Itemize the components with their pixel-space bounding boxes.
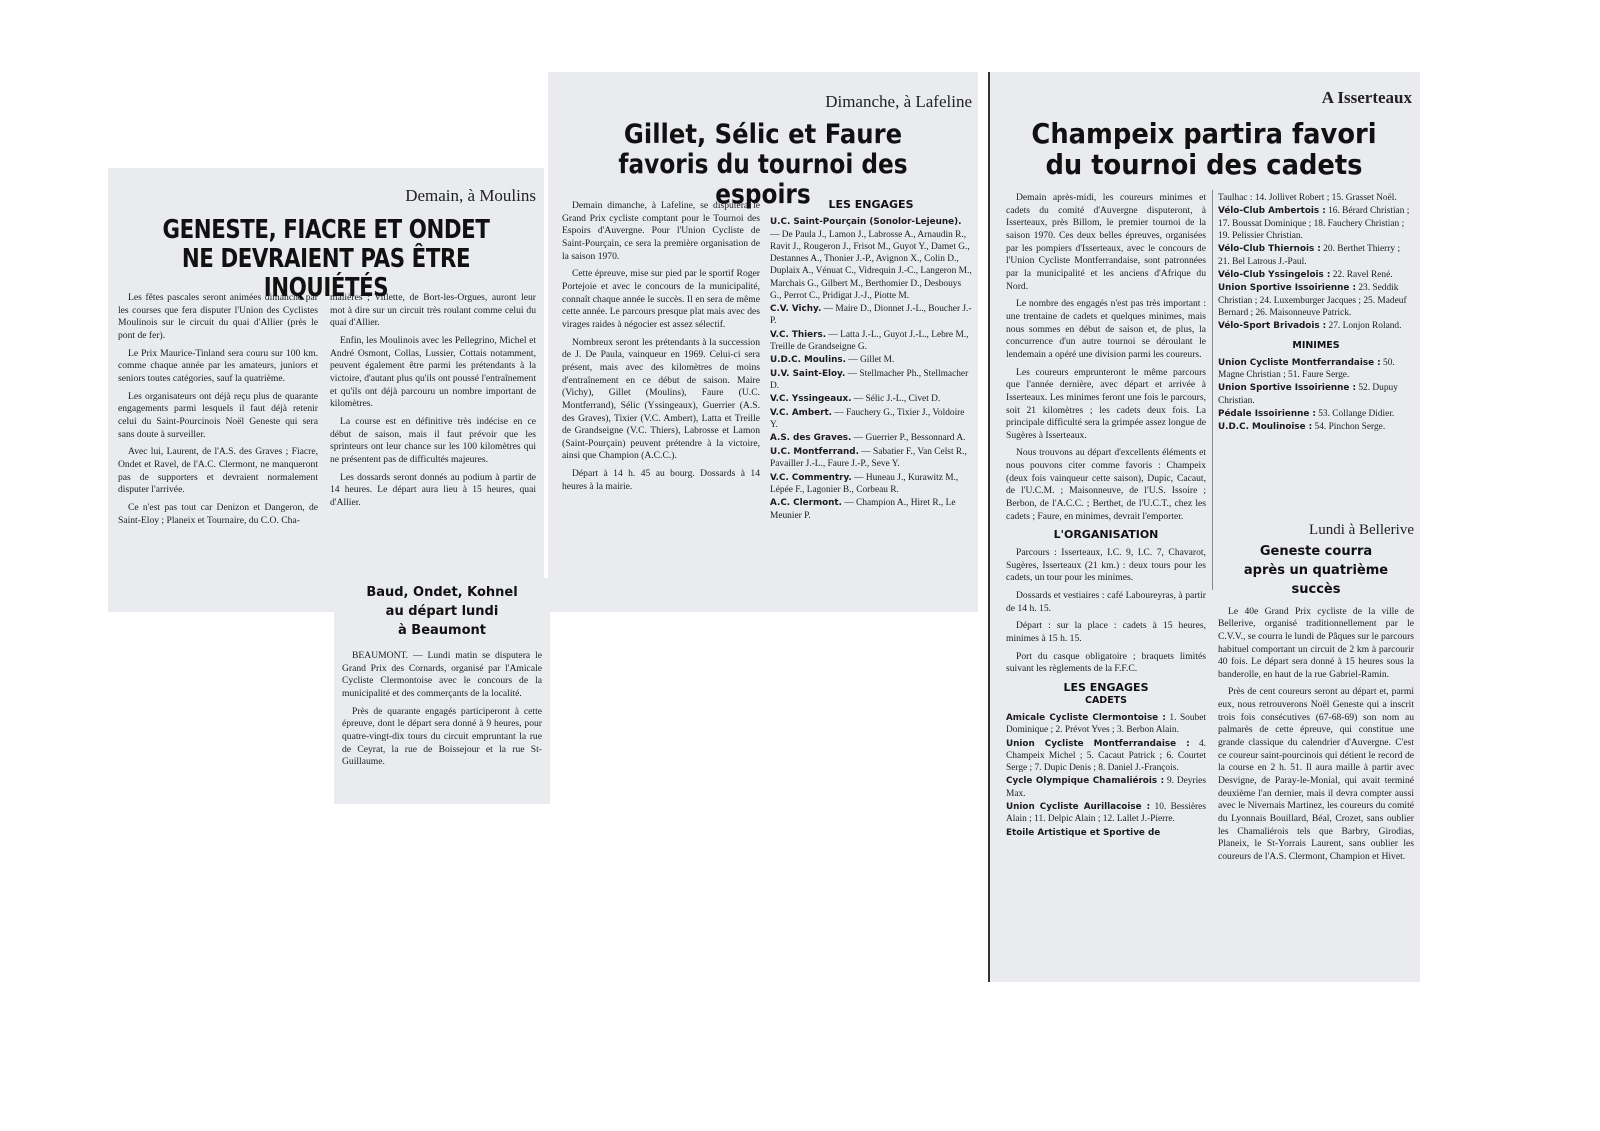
- moulins-col-1: [118, 292, 318, 610]
- list-item: [770, 446, 972, 471]
- headline-line: NE DEVRAIENT PAS ÊTRE INQUIÉTÉS: [181, 244, 471, 304]
- rider-names: 10. Bessières Alain ; 11. Delpic Alain ; 12. Lallet J.-Pierre.: [1006, 802, 1206, 825]
- club-name: Union Cycliste Montferrandaise :: [1218, 357, 1381, 368]
- club-name: V.C. Ambert.: [770, 407, 832, 418]
- club-name: Vélo-Club Yssingelois :: [1218, 269, 1331, 280]
- list-item: [1218, 243, 1414, 268]
- paragraph: Départ : sur la place : cadets à 15 heures, minimes à 15 h. 15.: [1006, 620, 1206, 644]
- list-item: [770, 368, 972, 393]
- clipping-beaumont: [334, 578, 550, 804]
- beaumont-body: [342, 650, 542, 800]
- rider-names: — Huneau J., Kurawitz M., Lépée F., Lagonier B., Corbeau R.: [770, 472, 959, 495]
- kicker-lafeline: Dimanche, à Lafeline: [825, 92, 972, 111]
- club-name: V.C. Thiers.: [770, 329, 827, 340]
- club-name: U.C. Saint-Pourçain (Sonolor-Lejeune).: [770, 217, 962, 228]
- list-item: [770, 354, 972, 366]
- paragraph: Nombreux seront les prétendants à la succession de J. De Paula, vainqueur en 1969. Celui-ci sera présent, mais avec des kilomètres de moins d'entraînement en ce début de saison. Maire (Vichy), Gillet (Moulins), Faure (U.C. Montferrand), Sélic (Yssingeaux), Guerrier (A.S. des Graves), Tixier (V.C. Ambert), Latta et Treille de Grandseigne (V.C. Thiers), Labrosse et Lamon (Saint-Pourçain) peuvent prétendre à la victoire, ainsi que Champion (A.C.C.).: [562, 336, 760, 462]
- paragraph: Près de cent coureurs seront au départ et, parmi eux, nous retrouverons Noël Geneste qui a inscrit trois fois consécutives (67-68-69) son nom au palmarès de cette épreuve, qui constitue une grande classique du calendrier d'Auvergne. C'est ce coureur saint-pourcinois qui détient le record de la course en 2 h. 51. Il aura maille à partir avec Desvigne, de Paray-le-Monial, qui avait terminé deuxième l'an dernier, mais il devra compter aussi avec le Nivernais Martinez, les coureurs du comité du Lyonnais Bouillard, Béal, Crozet, sans oublier les Chamaliérois tels que Barbry, Girodias, Planeix, le St-Yorrais Laurent, sans oublier les coureurs de l'A.S. Clermont, Champion et Hivet.: [1218, 686, 1414, 862]
- list-item: [1218, 320, 1414, 332]
- list-item: [1006, 738, 1206, 775]
- rider-names: — Champion A., Hiret R., Le Meunier P.: [770, 498, 956, 521]
- list-item: [1218, 382, 1414, 407]
- minimes-list: [1218, 357, 1414, 434]
- club-name: U.D.C. Moulins.: [770, 355, 846, 366]
- headline-line: Champeix partira favori: [1031, 117, 1377, 150]
- list-item: [770, 432, 972, 444]
- headline-moulins: [114, 216, 538, 303]
- list-item: [1218, 282, 1414, 319]
- club-name: V.C. Commentry.: [770, 472, 852, 483]
- paragraph: Demain après-midi, les coureurs minimes et cadets du comité d'Auvergne disputeront, à Isserteaux, près Billom, le premier tournoi de la saison 1970. Ces deux belles épreuves, organisées par les pompiers d'Isserteaux, avec le concours de l'Union Cycliste Montferrandaise, sont patronnées par la municipalité et les anciens d'Afrique du Nord.: [1006, 192, 1206, 292]
- rider-names: 22. Ravel René.: [1332, 269, 1393, 280]
- rider-names: 23. Seddik Christian ; 24. Luxemburger Jacques ; 25. Madeuf Bernard ; 26. Maisonneuve Patrick.: [1218, 283, 1407, 318]
- lafeline-engages: [770, 198, 972, 610]
- club-name: Vélo-Club Ambertois :: [1218, 206, 1326, 217]
- headline-bellerive: [1218, 543, 1414, 600]
- cadets-list: [1006, 712, 1206, 839]
- rider-names: 54. Pinchon Serge.: [1314, 422, 1386, 433]
- list-item: [1218, 205, 1414, 242]
- rider-names: — De Paula J., Lamon J., Labrosse A., Arnaudin R., Ravit J., Rougeron J., Frisot M., Guyot Y., Damet G., Destannes A., Thonier J.-P., Avignon X., Colin D., Duplaix A., Vénuat C., Vidrequin J.-C., Langeron M., Marchais G., Gilbert M., Berthomier D., Desbouys G., Perrot C., Pridigat J.-J., Piotte M.: [770, 229, 972, 301]
- list-item: [770, 329, 972, 354]
- club-name: A.S. des Graves.: [770, 433, 852, 444]
- paragraph: Le Prix Maurice-Tinland sera couru sur 100 km. comme chaque année par les amateurs, juniors et seniors toutes catégories, sauf la quatrième.: [118, 347, 318, 384]
- list-item: [1006, 827, 1206, 839]
- rider-names: 52. Dupuy Christian.: [1218, 383, 1398, 406]
- headline-line: GENESTE, FIACRE ET ONDET: [162, 215, 490, 245]
- paragraph: Cette épreuve, mise sur pied par le sportif Roger Portejoie et avec le concours de la municipalité, connaît chaque année le succès. Il en sera de même cette année. Le parcours presque plat mais avec des virages raides à négocier est assez sélectif.: [562, 268, 760, 330]
- paragraph: Les fêtes pascales seront animées dimanche par les courses que fera disputer l'Union des Cyclistes Moulinois sur le circuit du quai d'Allier (près le pont de fer).: [118, 292, 318, 341]
- column-rule: [1212, 190, 1213, 590]
- club-name: Amicale Cycliste Clermontoise :: [1006, 712, 1166, 723]
- headline-line: après un quatrième: [1243, 562, 1389, 578]
- clipping-isserteaux: [988, 72, 1420, 982]
- club-name: Union Cycliste Aurillacoise :: [1006, 802, 1151, 813]
- rider-names: 27. Lonjon Roland.: [1328, 321, 1402, 331]
- moulins-col-2: [330, 292, 536, 592]
- cadets-list-continued: [1218, 192, 1414, 332]
- club-name: U.V. Saint-Eloy.: [770, 368, 846, 379]
- list-item: [1218, 269, 1414, 281]
- list-item: [770, 393, 972, 405]
- rider-names: — Sélic J.-L., Civet D.: [853, 394, 941, 405]
- club-name: Pédale Issoirienne :: [1218, 409, 1316, 420]
- headline-line: succès: [1291, 581, 1341, 597]
- paragraph: Les coureurs emprunteront le même parcours que l'année dernière, avec départ et arrivée à Isserteaux. Les minimes feront une fois le parcours, soit 21 kilomètres ; les cadets deux fois. La principale difficulté sera la grimpée assez longue de Sugères à Isserteaux.: [1006, 366, 1206, 441]
- engages-title: LES ENGAGES: [828, 198, 914, 211]
- list-item: [770, 407, 972, 432]
- rider-names: 1. Soubet Dominique ; 2. Prévot Yves ; 3. Berbon Alain.: [1006, 712, 1206, 736]
- headline-line: du tournoi des cadets: [1045, 148, 1363, 182]
- rider-names: 20. Berthet Thierry ; 21. Bel Latrous J.-Paul.: [1218, 244, 1401, 267]
- headline-line: favoris du tournoi des espoirs: [618, 149, 908, 211]
- rider-names: 4. Champeix Michel ; 5. Cacaut Patrick ; 6. Courtet Serge ; 7. Dupic Denis ; 8. Daniel J.-François.: [1006, 738, 1206, 774]
- minimes-title: MINIMES: [1292, 340, 1340, 352]
- list-item: [1218, 192, 1414, 204]
- rider-names: 16. Bérard Christian ; 17. Boussat Dominique ; 18. Fauchery Christian ; 19. Pelissier Christian.: [1218, 206, 1410, 241]
- rider-names: — Maire D., Dionnet J.-L., Boucher J.-P.: [770, 304, 972, 327]
- kicker-isserteaux: A Isserteaux: [1321, 88, 1412, 107]
- paragraph: Ce n'est pas tout car Denizon et Dangeron, de Saint-Eloy ; Planeix et Tournaire, du C.O. Cha-: [118, 501, 318, 526]
- rider-names: — Latta J.-L., Guyot J.-L., Lebre M., Treille de Grandseigne G.: [770, 329, 969, 353]
- list-item: [770, 472, 972, 497]
- list-item: [1006, 801, 1206, 826]
- rider-names: 9. Deyries Max.: [1006, 776, 1206, 799]
- isserteaux-col-1: [1006, 192, 1206, 978]
- cadets-title: CADETS: [1084, 695, 1128, 707]
- clipping-moulins: [108, 168, 544, 612]
- headline-line: à Beaumont: [398, 622, 486, 638]
- paragraph: Nous trouvons au départ d'excellents éléments et nous pouvons citer comme favoris : Champeix (deux fois vainqueur cette saison), Dupic, Cacaut, de l'U.C.M. ; Maisonneuve, de l'U.S. Issoire ; Berbon, de l'A.C.C. ; Berthet, de l'U.C.T., chez les cadets ; Faure, en minimes, devrait l'emporter.: [1006, 447, 1206, 522]
- paragraph: Les dossards seront donnés au podium à partir de 14 heures. Le départ aura lieu à 15 heures, quai d'Allier.: [330, 471, 536, 508]
- list-item: [1218, 421, 1414, 433]
- paragraph: La course est en définitive très indécise en ce début de saison, mais il faut prévoir que les sprinteurs ont leur chance sur les 100 kilomètres qui ne présentent pas de difficultés majeures.: [330, 415, 536, 465]
- club-name: C.V. Vichy.: [770, 304, 822, 315]
- list-item: [1218, 408, 1414, 420]
- bellerive-body: [1218, 606, 1414, 864]
- club-name: Vélo-Sport Brivadois :: [1218, 321, 1327, 331]
- paragraph: malières ; Villette, de Bort-les-Orgues, auront leur mot à dire sur un circuit très roulant comme celui du quai d'Allier.: [330, 292, 536, 329]
- paragraph: Avec lui, Laurent, de l'A.S. des Graves ; Fiacre, Ondet et Ravel, de l'A.C. Clermont, ne manqueront pas de supporters et devraient normalement disputer l'arrivée.: [118, 446, 318, 496]
- lafeline-col-1: [562, 200, 760, 610]
- rider-names: — Guerrier P., Bessonnard A.: [853, 433, 966, 444]
- club-name: U.C. Montferrand.: [770, 446, 859, 457]
- paragraph: Départ à 14 h. 45 au bourg. Dossards à 14 heures à la mairie.: [562, 468, 760, 492]
- kicker-bellerive: Lundi à Bellerive: [1309, 522, 1414, 538]
- rider-names: — Gillet M.: [848, 355, 895, 366]
- paragraph: Demain dimanche, à Lafeline, se disputera le Grand Prix cycliste comptant pour le Tournoi des Espoirs d'Auvergne. Pour l'Union Cycliste de Saint-Pourçain, ce sera la première organisation de la saison 1970.: [562, 200, 760, 262]
- rider-names: 53. Collange Didier.: [1318, 409, 1395, 420]
- rider-names: — Stellmacher Ph., Stellmacher D.: [770, 368, 969, 392]
- headline-line: Geneste courra: [1259, 544, 1373, 559]
- headline-line: Gillet, Sélic et Faure: [623, 119, 903, 150]
- paragraph: Près de quarante engagés participeront à cette épreuve, dont le départ sera donné à 9 heures, pour quatre-vingt-dix tours du circuit empruntant la rue de Ceyrat, la rue de Boissejour et la rue St-Guillaume.: [342, 705, 542, 768]
- club-name: Vélo-Club Thiernois :: [1218, 244, 1321, 255]
- paragraph: Dossards et vestiaires : café Laboureyras, à partir de 14 h. 15.: [1006, 589, 1206, 614]
- paragraph: Le 40e Grand Prix cycliste de la ville de Bellerive, organisé traditionnellement par le C.V.V., se courra le lundi de Pâques sur le parcours habituel comportant un circuit de 2 km à parcourir 40 fois. Le départ sera donné à 15 heures sous la banderolle, en haut de la rue Gabriel-Ramin.: [1218, 605, 1414, 680]
- article-bellerive: [1218, 522, 1414, 978]
- engages-list: [770, 216, 972, 521]
- headline-line: Baud, Ondet, Kohnel: [366, 585, 518, 600]
- list-item: [770, 303, 972, 328]
- rider-names: Taulhac : 14. Jollivet Robert ; 15. Grasset Noël.: [1218, 193, 1397, 203]
- club-name: Etoile Artistique et Sportive de: [1006, 827, 1161, 838]
- paragraph: Enfin, les Moulinois avec les Pellegrino, Michel et André Osmont, Collas, Lussier, Cottais notamment, peuvent également être parmi les prétendants à la victoire, d'autant plus qu'ils ont poussé l'entraînement et qu'ils ont déjà parcouru un nombre important de kilomètres.: [330, 334, 536, 410]
- headline-line: au départ lundi: [385, 603, 499, 619]
- list-item: [770, 216, 972, 302]
- paragraph: Parcours : Isserteaux, I.C. 9, I.C. 7, Chavarot, Sugères, Isserteaux (21 km.) : deux tours pour les cadets, un tour pour les minimes.: [1006, 546, 1206, 584]
- club-name: Cycle Olympique Chamaliérois :: [1006, 776, 1165, 787]
- club-name: A.C. Clermont.: [770, 498, 842, 509]
- column-rule: [988, 72, 990, 982]
- headline-beaumont: [338, 584, 546, 641]
- organisation-title: L'ORGANISATION: [1053, 528, 1159, 542]
- engages-title: LES ENGAGES: [1063, 680, 1149, 694]
- rider-names: 50. Magne Christian ; 51. Faure Serge.: [1218, 357, 1395, 381]
- headline-isserteaux: [992, 118, 1416, 181]
- club-name: U.D.C. Moulinoise :: [1218, 422, 1313, 433]
- list-item: [1218, 357, 1414, 382]
- club-name: Union Sportive Issoirienne :: [1218, 383, 1356, 394]
- paragraph: Les organisateurs ont déjà reçu plus de quarante engagements parmi lesquels il faut déjà retenir celui du Saint-Pourcinois Noël Geneste qui sera sans doute à surveiller.: [118, 390, 318, 440]
- club-name: Union Sportive Issoirienne :: [1218, 283, 1356, 294]
- list-item: [1006, 775, 1206, 800]
- rider-names: — Sabatier F., Van Celst R., Pavailler J.-L., Faure J.-P., Seve Y.: [770, 446, 967, 470]
- rider-names: — Fauchery G., Tixier J., Voldoire Y.: [770, 407, 965, 431]
- paragraph: Port du casque obligatoire ; braquets limités suivant les règlements de la F.F.C.: [1006, 650, 1206, 675]
- clipping-lafeline: [548, 72, 978, 612]
- list-item: [1006, 712, 1206, 737]
- club-name: Union Cycliste Montferrandaise :: [1006, 738, 1190, 749]
- club-name: V.C. Yssingeaux.: [770, 394, 852, 405]
- paragraph: BEAUMONT. — Lundi matin se disputera le Grand Prix des Cornards, organisé par l'Amicale Cycliste Clermontoise avec le concours de la municipalité et des commerçants de la localité.: [342, 650, 542, 699]
- kicker-moulins: Demain, à Moulins: [405, 186, 536, 205]
- list-item: [770, 497, 972, 522]
- paragraph: Le nombre des engagés n'est pas très important : une trentaine de cadets et quelques minimes, mais nous sommes en début de saison et, de plus, la concurrence d'un autre tournoi se déroulant le lendemain a opéré une division parmi les coureurs.: [1006, 298, 1206, 360]
